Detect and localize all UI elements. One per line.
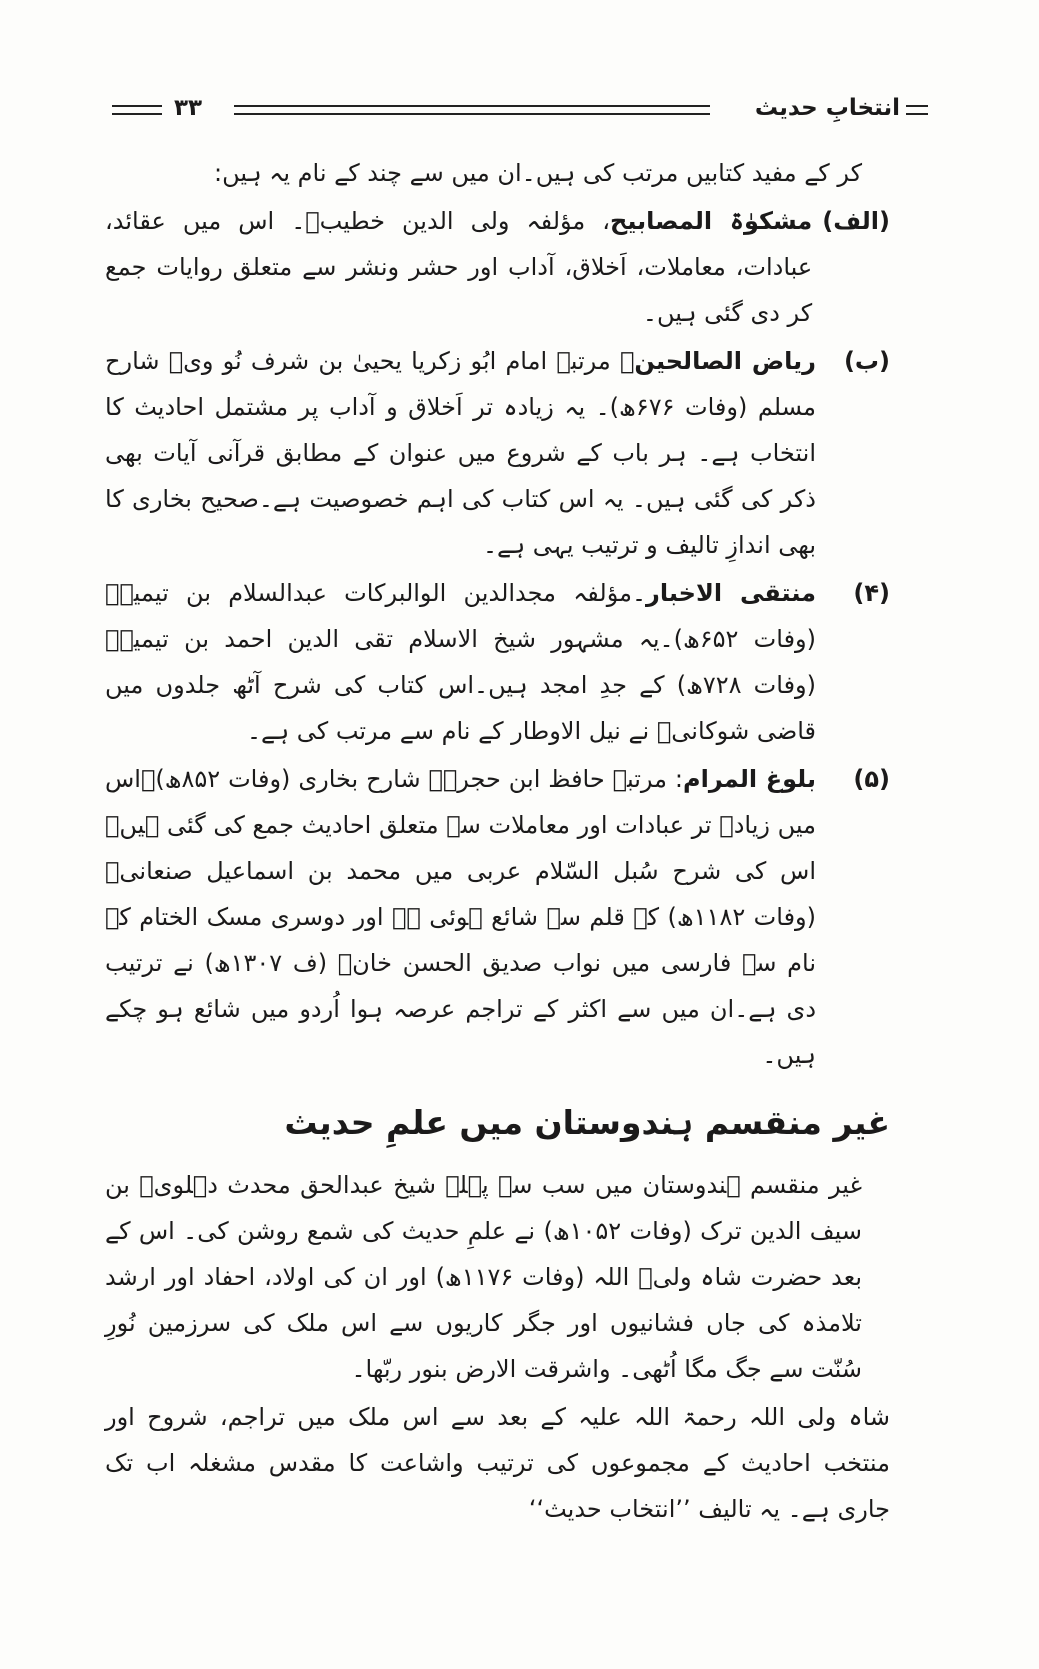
item-text: ، مؤلفہ ولی الدین خطیبؒ۔ اس میں عقائد، عبادات، معاملات، اَخلاق، آداب اور حشر ونشر سے متعلق روایات جمع کر دی گئی ہیں۔ (105, 207, 813, 327)
header-double-rule (234, 105, 710, 115)
page-number: ۳۳ (174, 95, 203, 121)
book-title: منتقی الاخبار (646, 579, 816, 607)
list-item-mishkat (105, 198, 890, 336)
book-title: مشکوٰۃ المصابیح (610, 207, 813, 235)
item-label: (ب) (843, 347, 890, 375)
intro-line: کر کے مفید کتابیں مرتب کی ہیں۔ان میں سے چند کے نام یہ ہیں: (214, 159, 862, 187)
item-label: (۵) (853, 765, 890, 793)
book-title: بلوغ المرام (683, 765, 816, 793)
page-body (105, 150, 890, 1534)
running-header (112, 88, 900, 128)
list-item-riyad (105, 338, 890, 568)
item-content (105, 338, 816, 568)
item-label: (۴) (853, 579, 890, 607)
header-double-rule-short (112, 105, 162, 115)
item-content (105, 570, 816, 754)
item-label: (الف) (822, 207, 890, 235)
section-paragraph: شاہ ولی اللہ رحمۃ اللہ علیہ کے بعد سے اس ملک میں تراجم، شروح اور منتخب احادیث کے مجموعوں کی ترتیب واشاعت کا مقدس مشغلہ اب تک جاری ہے۔ یہ تالیف ’’انتخاب حدیث‘‘ (105, 1403, 890, 1523)
book-title: ریاض الصالحین (634, 347, 816, 375)
list-item-muntaqa (105, 570, 890, 754)
list-item-bulugh (105, 756, 890, 1078)
header-title: انتخابِ حدیث (754, 95, 900, 121)
item-text: ۔ مرتبہ امام ابُو زکریا یحییٰ بن شرف نُو ویؒ شارح مسلم (وفات ۶۷۶ھ)۔ یہ زیادہ تر اَخلاق و آداب پر مشتمل احادیث کا انتخاب ہے۔ ہر باب کے شروع میں عنوان کے مطابق قرآنی آیات بھی ذکر کی گئی ہیں۔ یہ اس کتاب کی اہم خصوصیت ہے۔صحیح بخاری کا بھی اندازِ تالیف و ترتیب یہی ہے۔ (105, 347, 816, 559)
section-paragraph: غیر منقسم ہندوستان میں سب سے پہلے شیخ عبدالحق محدث دہلویؒ بن سیف الدین ترک (وفات ۱۰۵۲ھ) نے علمِ حدیث کی شمع روشن کی۔ اس کے بعد حضرت شاہ ولیؒ اللہ (وفات ۱۱۷۶ھ) اور ان کی اولاد، احفاد اور ارشد تلامذہ کی جاں فشانیوں اور جگر کاریوں سے اس ملک کی سرزمین نُورِ سُنّت سے جگ مگا اُٹھی۔ واشرقت الارض بنور ربّھا۔ (105, 1171, 862, 1383)
item-content (105, 198, 812, 336)
header-ornament-dash (906, 105, 928, 115)
item-text: ۔مؤلفہ مجدالدین الوالبرکات عبدالسلام بن تیمیہؒ (وفات ۶۵۲ھ)۔یہ مشہور شیخ الاسلام تقی الدین احمد بن تیمیہؒ (وفات ۷۲۸ھ) کے جدِ امجد ہیں۔اس کتاب کی شرح آٹھ جلدوں میں قاضی شوکانیؒ نے نیل الاوطار کے نام سے مرتب کی ہے۔ (105, 579, 816, 745)
section-heading: غیر منقسم ہندوستان میں علمِ حدیث (284, 1103, 890, 1142)
item-content (105, 756, 816, 1078)
item-text: : مرتبہ حافظ ابن حجرؒ۔ شارح بخاری (وفات ۸۵۲ھ)۔اس میں زیادہ تر عبادات اور معاملات سے متعلق احادیث جمع کی گئی ہیں۔اس کی شرح سُبل السّلام عربی میں محمد بن اسماعیل صنعانیؒ (وفات ۱۱۸۲ھ) کے قلم سے شائع ہوئی ہے اور دوسری مسک الختام کے نام سے فارسی میں نواب صدیق الحسن خانؒ (ف ۱۳۰۷ھ) نے ترتیب دی ہے۔ان میں سے اکثر کے تراجم عرصہ ہوا اُردو میں شائع ہو چکے ہیں۔ (105, 765, 817, 1069)
